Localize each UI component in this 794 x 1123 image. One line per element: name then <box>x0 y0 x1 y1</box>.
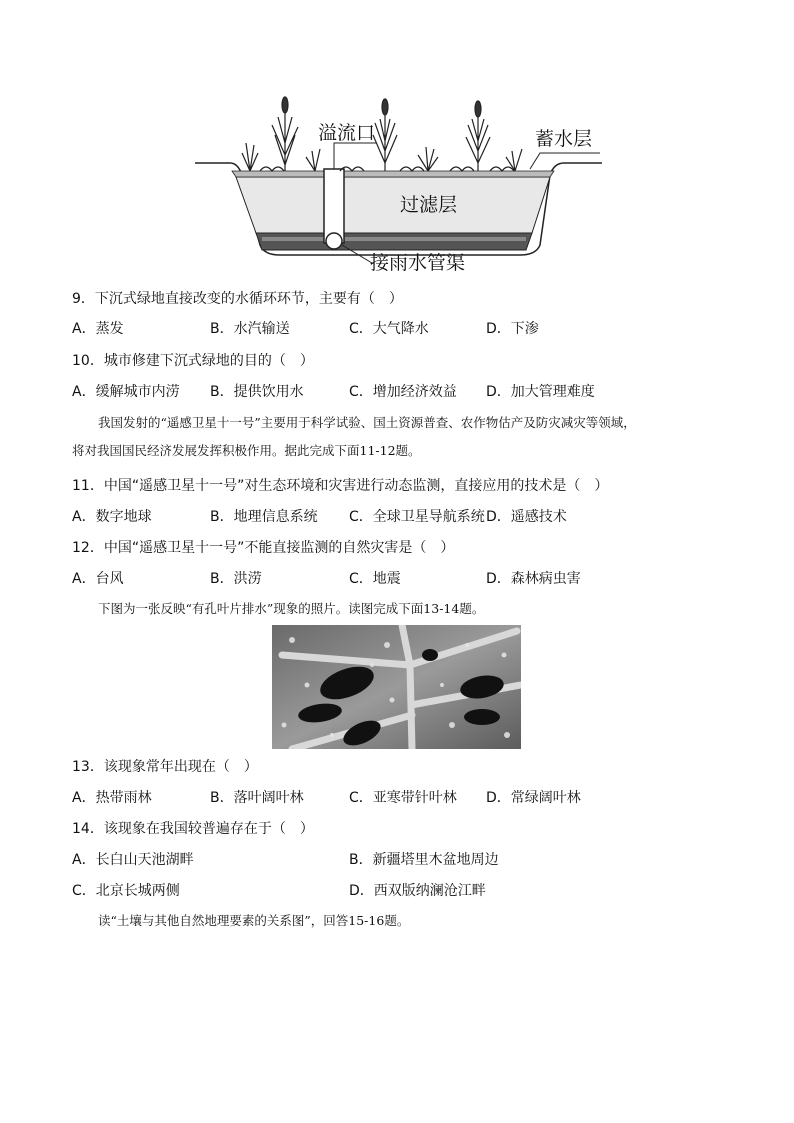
question-13-option-c[interactable]: C．亚寒带针叶林 <box>349 790 457 806</box>
question-11-stem: 11．中国“遥感卫星十一号”对生态环境和灾害进行动态监测，直接应用的技术是（ ） <box>72 478 609 494</box>
question-14-option-b[interactable]: B．新疆塔里木盆地周边 <box>349 852 499 868</box>
soil-passage <box>72 912 722 930</box>
leaf-passage-line: 下图为一张反映“有孔叶片排水”现象的照片。读图完成下面13-14题。 <box>98 601 485 616</box>
soil-passage-line: 读“土壤与其他自然地理要素的关系图”，回答15-16题。 <box>98 913 410 928</box>
question-14-stem: 14．该现象在我国较普遍存在于（ ） <box>72 821 314 837</box>
question-9-option-d[interactable]: D．下渗 <box>486 321 539 337</box>
question-9-option-a[interactable]: A．蒸发 <box>72 321 124 337</box>
question-10-option-d[interactable]: D．加大管理难度 <box>486 384 595 400</box>
question-14-option-c[interactable]: C．北京长城两侧 <box>72 883 180 899</box>
perforated-leaf-photo <box>272 625 521 749</box>
satellite-passage-line-1: 我国发射的“遥感卫星十一号”主要用于科学试验、国土资源普查、农作物估产及防灾减灾等领域， <box>98 415 636 430</box>
storage-leader <box>530 153 600 169</box>
question-11-option-d[interactable]: D．遥感技术 <box>486 509 567 525</box>
question-14-option-a[interactable]: A．长白山天池湖畔 <box>72 852 194 868</box>
label-filter: 过滤层 <box>400 194 458 216</box>
satellite-passage-line-2: 将对我国国民经济发展发挥积极作用。据此完成下面11-12题。 <box>72 443 421 458</box>
gravel-layer <box>256 233 532 250</box>
question-9-stem: 9．下沉式绿地直接改变的水循环环节，主要有（ ） <box>72 291 403 307</box>
question-13-option-a[interactable]: A．热带雨林 <box>72 790 152 806</box>
leaf-passage <box>72 600 722 618</box>
label-storage: 蓄水层 <box>535 128 593 150</box>
question-12-option-c[interactable]: C．地震 <box>349 571 401 587</box>
question-11-option-b[interactable]: B．地理信息系统 <box>210 509 318 525</box>
drain-pipe <box>326 233 342 249</box>
question-11-option-a[interactable]: A．数字地球 <box>72 509 152 525</box>
question-9-option-b[interactable]: B．水汽输送 <box>210 321 290 337</box>
satellite-passage <box>72 414 722 460</box>
question-13-option-b[interactable]: B．落叶阔叶林 <box>210 790 304 806</box>
question-10-option-a[interactable]: A．缓解城市内涝 <box>72 384 180 400</box>
overflow-leader <box>334 143 376 169</box>
question-12-option-d[interactable]: D．森林病虫害 <box>486 571 581 587</box>
question-12-option-b[interactable]: B．洪涝 <box>210 571 262 587</box>
label-overflow: 溢流口 <box>318 122 376 144</box>
question-9-option-c[interactable]: C．大气降水 <box>349 321 429 337</box>
overflow-pipe <box>324 169 344 243</box>
question-12-option-a[interactable]: A．台风 <box>72 571 124 587</box>
question-11-option-c[interactable]: C．全球卫星导航系统 <box>349 509 485 525</box>
question-13-stem: 13．该现象常年出现在（ ） <box>72 759 258 775</box>
filter-layer <box>236 177 550 233</box>
plants <box>242 97 522 171</box>
question-10-option-b[interactable]: B．提供饮用水 <box>210 384 304 400</box>
question-14-option-d[interactable]: D．西双版纳澜沧江畔 <box>349 883 486 899</box>
label-pipe: 接雨水管渠 <box>370 252 466 274</box>
question-10-stem: 10．城市修建下沉式绿地的目的（ ） <box>72 353 314 369</box>
sunken-greenspace-diagram <box>190 95 610 275</box>
question-13-option-d[interactable]: D．常绿阔叶林 <box>486 790 581 806</box>
question-12-stem: 12．中国“遥感卫星十一号”不能直接监测的自然灾害是（ ） <box>72 540 455 556</box>
storage-layer <box>232 171 554 177</box>
question-10-option-c[interactable]: C．增加经济效益 <box>349 384 457 400</box>
